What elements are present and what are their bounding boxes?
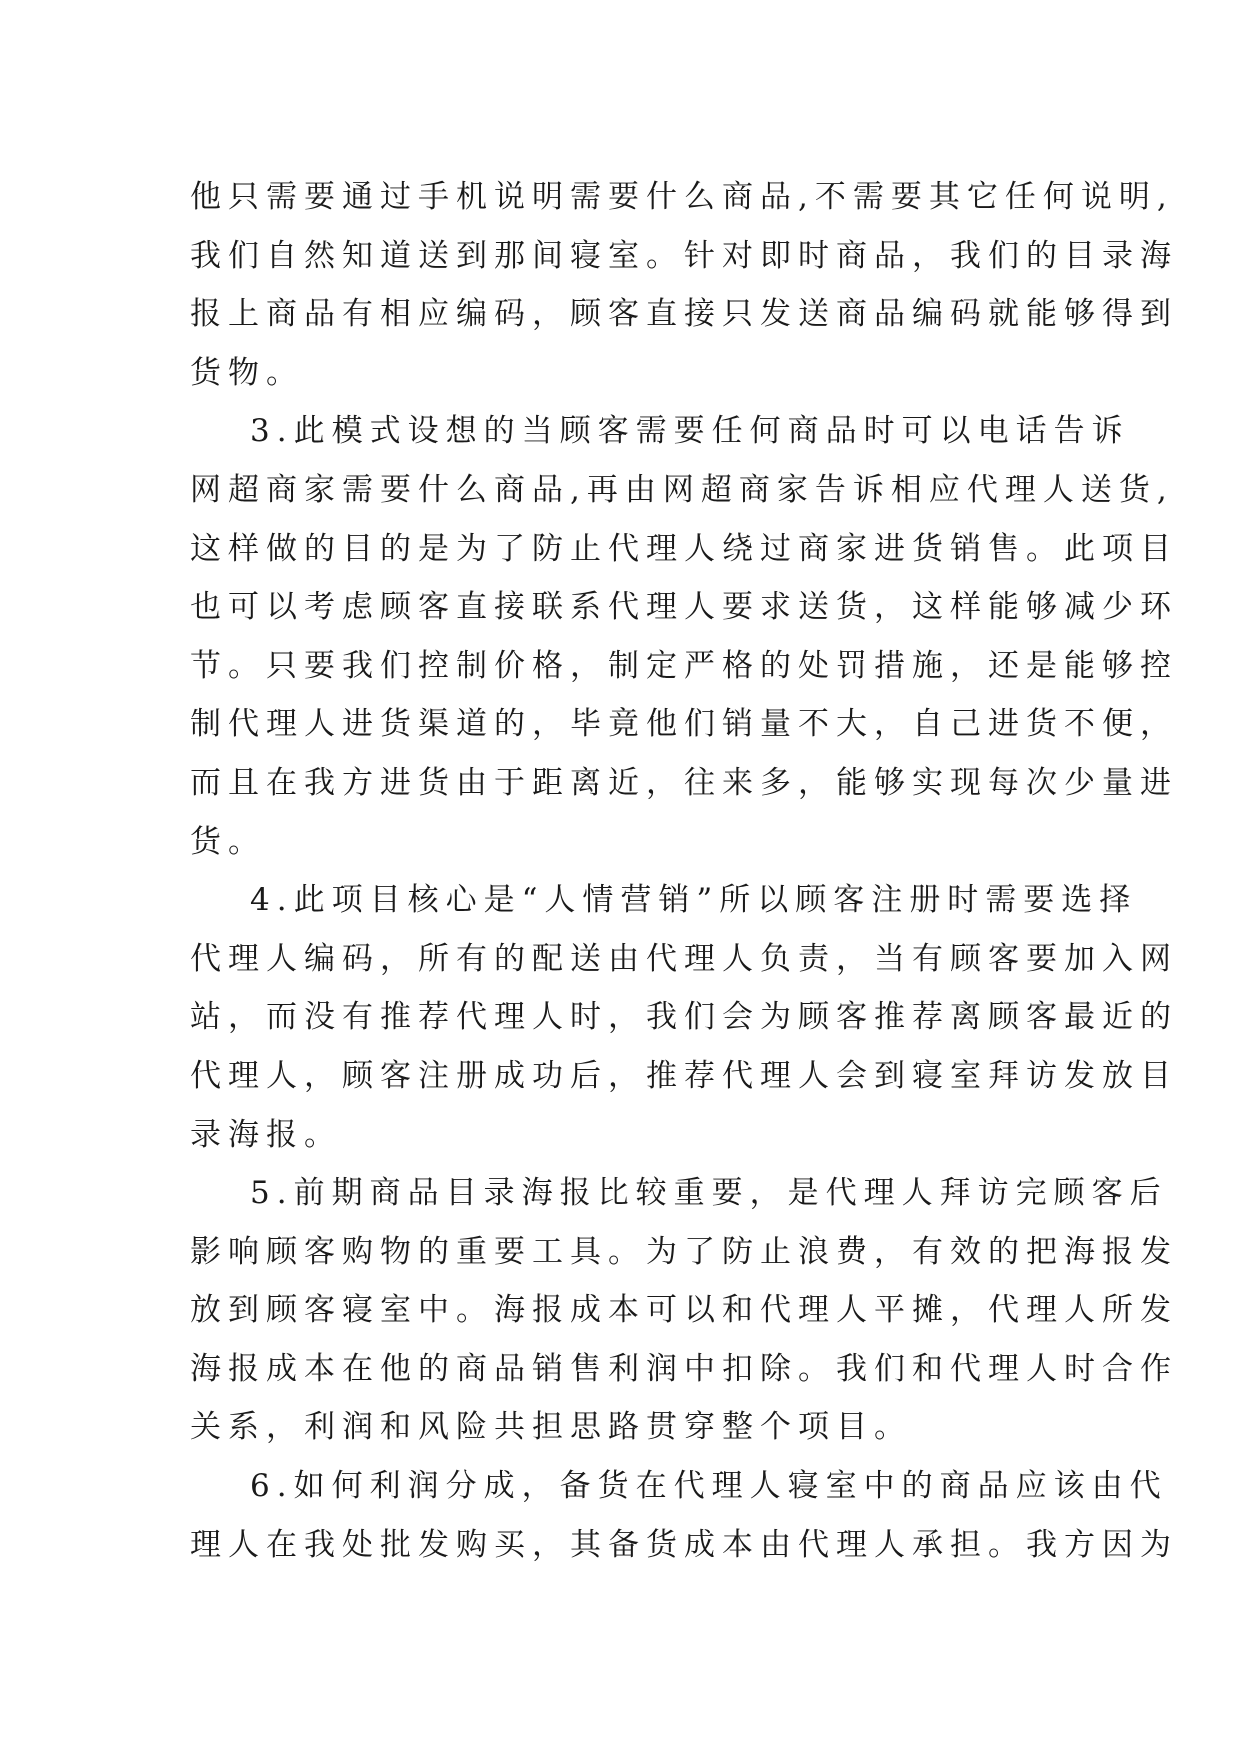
text-line: 理人在我处批发购买，其备货成本由代理人承担。我方因为 <box>190 1526 1178 1563</box>
text-line: 这样做的目的是为了防止代理人绕过商家进货销售。此项目 <box>190 530 1178 567</box>
text-line: 关系，利润和风险共担思路贯穿整个项目。 <box>190 1409 912 1446</box>
text-line: 也可以考虑顾客直接联系代理人要求送货，这样能够减少环 <box>190 589 1178 626</box>
text-line: 货。 <box>190 823 266 860</box>
paragraph-6-start: 6.如何利润分成，备货在代理人寝室中的商品应该由代 <box>250 1468 1168 1505</box>
text-line: 报上商品有相应编码，顾客直接只发送商品编码就能够得到 <box>190 296 1178 333</box>
paragraph-5-start: 5.前期商品目录海报比较重要，是代理人拜访完顾客后 <box>250 1175 1168 1212</box>
text-line: 海报成本在他的商品销售利润中扣除。我们和代理人时合作 <box>190 1350 1178 1387</box>
text-line: 我们自然知道送到那间寝室。针对即时商品，我们的目录海 <box>190 237 1178 274</box>
text-line: 放到顾客寝室中。海报成本可以和代理人平摊，代理人所发 <box>190 1292 1178 1329</box>
text-line: 影响顾客购物的重要工具。为了防止浪费，有效的把海报发 <box>190 1233 1178 1270</box>
text-line: 录海报。 <box>190 1116 342 1153</box>
text-line: 货物。 <box>190 354 304 391</box>
text-line: 节。只要我们控制价格，制定严格的处罚措施，还是能够控 <box>190 647 1178 684</box>
body-text <box>190 168 1178 1574</box>
paragraph-3-start: 3.此模式设想的当顾客需要任何商品时可以电话告诉 <box>250 413 1130 450</box>
text-line: 而且在我方进货由于距离近，往来多，能够实现每次少量进 <box>190 764 1178 801</box>
text-line: 代理人编码，所有的配送由代理人负责，当有顾客要加入网 <box>190 940 1178 977</box>
text-line: 代理人，顾客注册成功后，推荐代理人会到寝室拜访发放目 <box>190 1057 1178 1094</box>
text-line: 他只需要通过手机说明需要什么商品,不需要其它任何说明, <box>190 179 1174 215</box>
paragraph-4-start: 4.此项目核心是“人情营销”所以顾客注册时需要选择 <box>250 882 1138 919</box>
text-line: 网超商家需要什么商品,再由网超商家告诉相应代理人送货, <box>190 471 1174 508</box>
text-line: 制代理人进货渠道的，毕竟他们销量不大，自己进货不便， <box>190 706 1178 743</box>
text-line: 站，而没有推荐代理人时，我们会为顾客推荐离顾客最近的 <box>190 999 1178 1036</box>
